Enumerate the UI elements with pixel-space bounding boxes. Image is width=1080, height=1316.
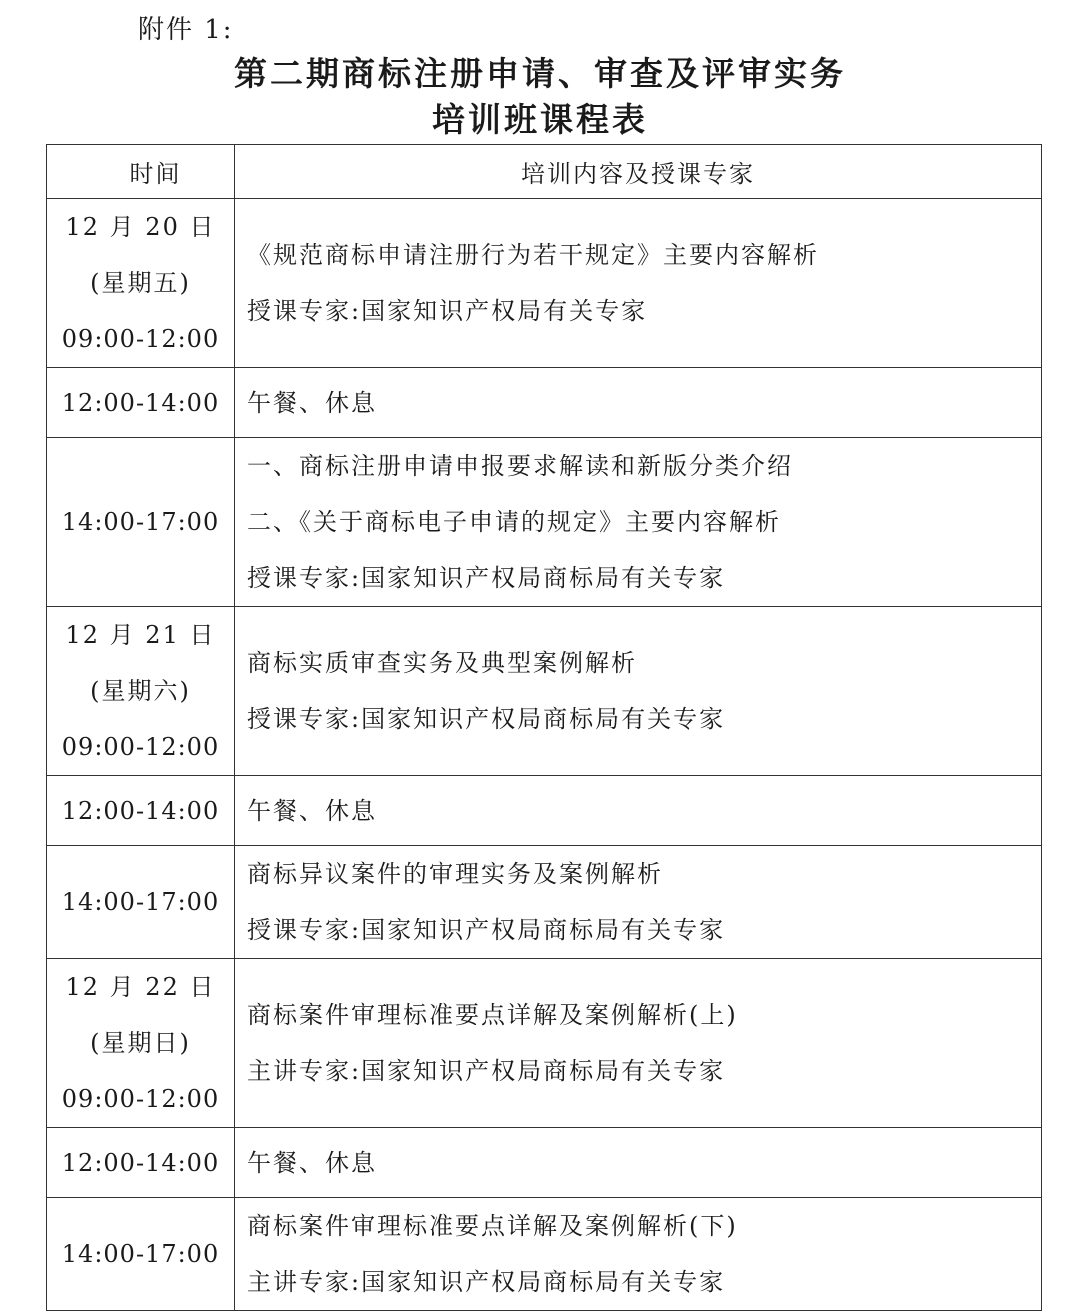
course-expert: 主讲专家:国家知识产权局商标局有关专家 [247,1057,726,1085]
content-cell [235,846,1042,959]
course-topic: 商标异议案件的审理实务及案例解析 [247,860,663,888]
course-expert: 授课专家:国家知识产权局有关专家 [247,297,648,325]
table-row [47,846,1042,959]
content-cell [235,1198,1042,1311]
content-cell [235,199,1042,368]
course-expert: 授课专家:国家知识产权局商标局有关专家 [247,564,726,592]
schedule-table [46,144,1042,1311]
time-range-text: 14:00-17:00 [61,1240,220,1268]
header-time: 时间 [47,145,235,199]
time-range-text: 09:00-12:00 [61,733,220,761]
header-content: 培训内容及授课专家 [235,145,1042,199]
time-range-text: 09:00-12:00 [61,1085,220,1113]
time-cell [47,438,235,607]
time-range-text: 14:00-17:00 [61,888,220,916]
time-cell [47,199,235,368]
attachment-label: 附件 1: [138,15,234,45]
course-topic: 一、商标注册申请申报要求解读和新版分类介绍 [247,452,793,480]
time-cell [47,607,235,776]
table-row [47,776,1042,846]
course-expert: 主讲专家:国家知识产权局商标局有关专家 [247,1268,726,1296]
time-cell [47,846,235,959]
table-row [47,959,1042,1128]
break-text: 午餐、休息 [247,1148,377,1177]
weekday-text: (星期日) [90,1029,191,1057]
time-range-text: 12:00-14:00 [61,1148,220,1177]
time-cell [47,959,235,1128]
content-cell [235,959,1042,1128]
time-range-text: 14:00-17:00 [61,508,220,536]
weekday-text: (星期六) [90,677,191,705]
time-range-text: 12:00-14:00 [61,796,220,825]
date-text: 12 月 21 日 [65,621,216,649]
time-range-text: 09:00-12:00 [61,325,220,353]
date-text: 12 月 20 日 [65,213,216,241]
break-text: 午餐、休息 [247,388,377,417]
course-topic: 《规范商标申请注册行为若干规定》主要内容解析 [247,241,819,269]
content-cell [235,607,1042,776]
course-topic: 商标案件审理标准要点详解及案例解析(下) [247,1212,738,1240]
table-header-row [47,145,1042,199]
content-cell [235,1128,1042,1198]
time-cell [47,368,235,438]
page-title: 第二期商标注册申请、审查及评审实务 [234,54,846,93]
content-cell [235,438,1042,607]
content-cell [235,368,1042,438]
table-row [47,1128,1042,1198]
break-text: 午餐、休息 [247,796,377,825]
weekday-text: (星期五) [90,269,191,297]
course-expert: 授课专家:国家知识产权局商标局有关专家 [247,916,726,944]
date-text: 12 月 22 日 [65,973,216,1001]
table-row [47,438,1042,607]
content-cell [235,776,1042,846]
time-cell [47,1128,235,1198]
time-cell [47,1198,235,1311]
page-subtitle: 培训班课程表 [432,100,648,139]
course-expert: 授课专家:国家知识产权局商标局有关专家 [247,705,726,733]
time-cell [47,776,235,846]
table-row [47,1198,1042,1311]
time-range-text: 12:00-14:00 [61,388,220,417]
table-row [47,199,1042,368]
course-topic: 商标实质审查实务及典型案例解析 [247,649,637,677]
course-topic: 商标案件审理标准要点详解及案例解析(上) [247,1001,738,1029]
table-row [47,368,1042,438]
course-topic: 二、《关于商标电子申请的规定》主要内容解析 [247,508,781,536]
table-row [47,607,1042,776]
